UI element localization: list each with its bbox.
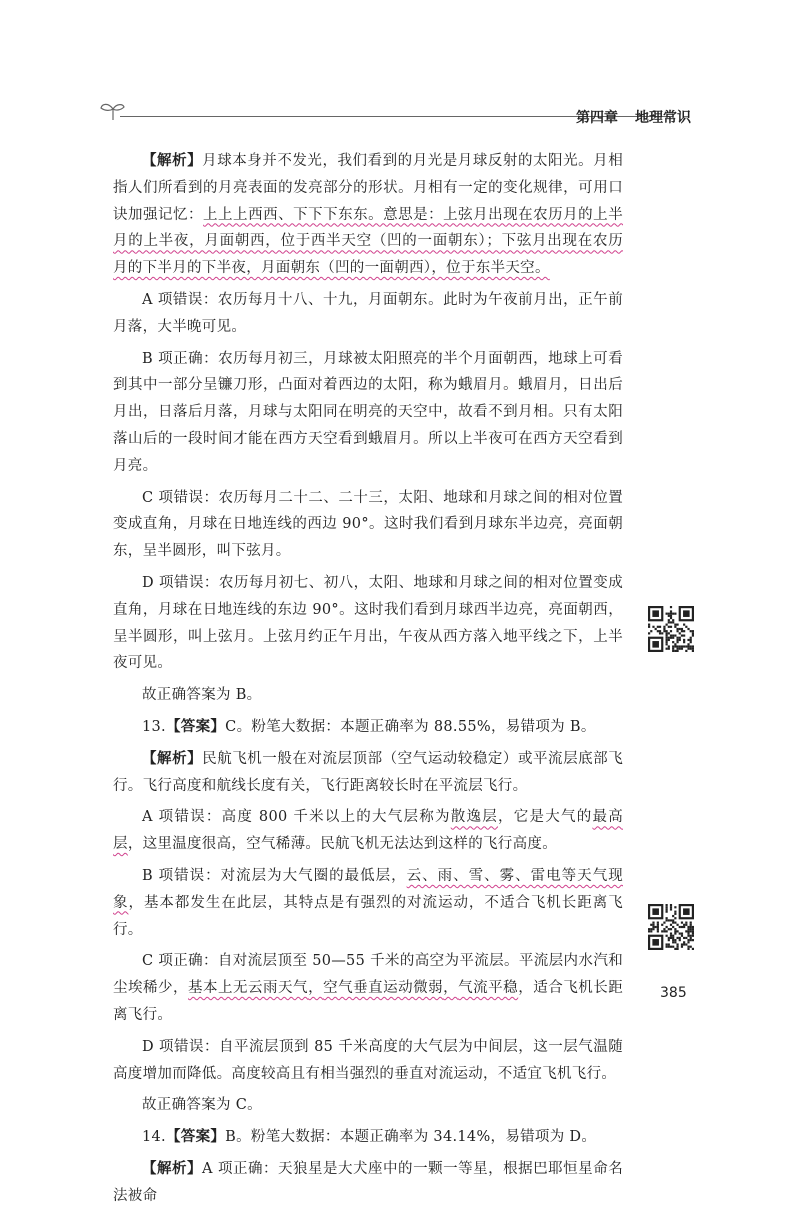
paragraph-text: 月球本身并不发光，我们看到的月光是月球反射的太阳光。月相指人们所看到的月亮表面的发亮部分的形状。月相有一定的变化规律，可用口诀加强记忆： — [113, 153, 623, 223]
answer-text: B。粉笔大数据：本题正确率为 34.14%，易错项为 D。 — [225, 1129, 597, 1146]
leaf-sprout-icon — [100, 100, 126, 122]
running-header — [100, 100, 710, 130]
header-topic: 地理常识 — [635, 110, 691, 126]
answer-conclusion: 故正确答案为 C。 — [142, 1097, 262, 1114]
option-a-text: A 项错误：农历每月十八、十九，月面朝东。此时为午夜前月出，正午前月落，大半晚可见。 — [113, 291, 623, 335]
text-run: ， — [308, 980, 324, 997]
mnemonic-underlined: 上上上西西、下下下东东。意思是：上弦月出现在农历月的上半月的上半夜，月面朝西，位于西半天空（凹的一面朝东）；下弦月出现在农历月的下半月的下半夜，月面朝东（凹的一面朝西），位于东半天空。 — [113, 206, 623, 277]
underlined-term: 云、雨、雪、雾、雷电等天气现象 — [113, 867, 623, 911]
answer-keyword: 【答案】 — [165, 718, 226, 735]
page-number: 385 — [660, 985, 687, 1001]
paragraph-text: 民航飞机一般在对流层顶部（空气运动较稳定）或平流层底部飞行。飞行高度和航线长度有关，飞行距离较长时在平流层飞行。 — [113, 750, 623, 794]
text-run: A 项错误：高度 800 千米以上的大气层称为 — [142, 809, 451, 826]
underlined-term: 空气垂直运动微弱 — [323, 980, 444, 997]
text-run: B 项错误：对流层为大气圈的最低层， — [142, 867, 407, 884]
text-run: ，基本都发生在此层，其特点是有强烈的对流运动，不适合飞机长距离飞行。 — [113, 894, 623, 938]
paragraph-text: A 项正确：天狼星是大犬座中的一颗一等星，根据巴耶恒星命名法被命 — [113, 1160, 623, 1204]
paragraph-analysis-14 — [113, 1156, 623, 1210]
page-body — [113, 148, 623, 1214]
analysis-keyword: 【解析】 — [142, 153, 203, 169]
question-number: 14. — [142, 1129, 166, 1146]
text-run: ，它是大气的 — [498, 809, 593, 826]
question-14-answer — [113, 1124, 623, 1151]
underlined-term: 基本上无云雨天气 — [188, 980, 309, 997]
question-number: 13. — [142, 718, 166, 735]
underlined-term: 最高层 — [113, 809, 623, 853]
answer-conclusion: 故正确答案为 B。 — [142, 687, 262, 704]
underlined-term: 散逸层 — [450, 809, 498, 826]
option-a-text — [113, 804, 623, 858]
option-d-text: D 项错误：农历每月初七、初八，太阳、地球和月球之间的相对位置变成直角，月球在日地连线的东边 90°。这时我们看到月球西半边亮，亮面朝西，呈半圆形，叫上弦月。上弦月约正午月出，午夜从西方落入地平线之下，上半夜可见。 — [113, 574, 623, 672]
text-run: C 项正确：自对流层顶至 50—55 千米的高空为平流层。平流层内水汽和尘埃稀少， — [113, 953, 623, 997]
option-c-text: C 项错误：农历每月二十二、二十三，太阳、地球和月球之间的相对位置变成直角，月球在日地连线的西边 90°。这时我们看到月球东半边亮，亮面朝东，呈半圆形，叫下弦月。 — [113, 489, 623, 560]
qr-code-icon[interactable] — [648, 606, 694, 652]
header-chapter: 第四章 — [576, 110, 618, 126]
analysis-keyword: 【解析】 — [142, 750, 203, 767]
answer-keyword: 【答案】 — [165, 1129, 226, 1146]
option-b-text — [113, 863, 623, 943]
paragraph-analysis-12 — [113, 148, 623, 282]
option-b-text: B 项正确：农历每月初三，月球被太阳照亮的半个月面朝西，地球上可看到其中一部分呈镰刀形，凸面对着西边的太阳，称为蛾眉月。蛾眉月，日出后月出，日落后月落，月球与太阳同在明亮的天空中，故看不到月相。只有太阳落山后的一段时间才能在西方天空看到蛾眉月。所以上半夜可在西方天空看到月亮。 — [113, 350, 623, 474]
question-13-answer — [113, 714, 623, 741]
text-run: ，这里温度很高，空气稀薄。民航飞机无法达到这样的飞行高度。 — [127, 836, 558, 853]
underlined-term: 气流平稳 — [458, 980, 519, 997]
text-run: ， — [443, 980, 459, 997]
answer-text: C。粉笔大数据：本题正确率为 88.55%，易错项为 B。 — [225, 718, 596, 735]
option-d-text: D 项错误：自平流层顶到 85 千米高度的大气层为中间层，这一层气温随高度增加而降低。高度较高且有相当强烈的垂直对流运动，不适宜飞机飞行。 — [113, 1038, 623, 1082]
analysis-keyword: 【解析】 — [142, 1160, 203, 1177]
option-c-text — [113, 948, 623, 1028]
text-run: ，适合飞机长距离飞行。 — [113, 980, 624, 1023]
qr-code-icon[interactable] — [648, 904, 694, 950]
paragraph-analysis-13 — [113, 746, 623, 800]
